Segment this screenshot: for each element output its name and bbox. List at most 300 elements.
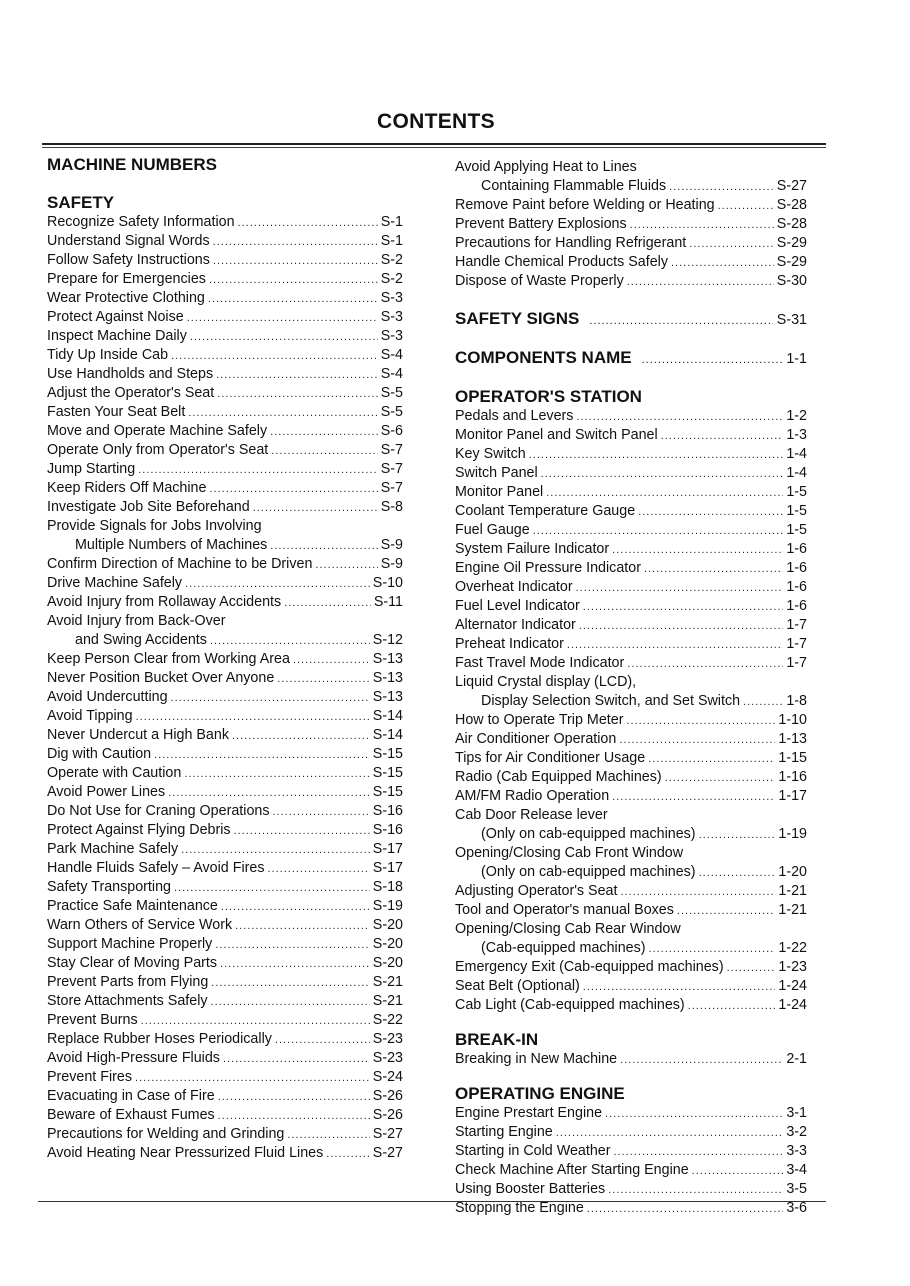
toc-entry-page: S-22 (372, 1012, 403, 1028)
toc-entry (47, 403, 403, 422)
leader-dots (217, 385, 378, 404)
leader-dots (215, 936, 370, 955)
toc-entry (455, 1180, 807, 1199)
toc-entry (47, 1068, 403, 1087)
toc-entry (47, 688, 403, 707)
section-heading-operators-station: OPERATOR'S STATION (455, 387, 642, 406)
toc-entry-title: Precautions for Handling Refrigerant (455, 235, 687, 251)
toc-entry-title: Containing Flammable Fluids (481, 178, 667, 194)
toc-entry-page: S-21 (372, 993, 403, 1009)
toc-entry-title: Protect Against Noise (47, 309, 184, 325)
leader-dots (216, 366, 378, 385)
toc-entry-page: 1-21 (778, 883, 807, 899)
leader-dots (135, 1069, 370, 1088)
leader-dots (210, 632, 370, 651)
leader-dots (638, 503, 783, 522)
toc-entry-title: Cab Light (Cab-equipped machines) (455, 997, 685, 1013)
toc-entry (455, 464, 807, 483)
toc-entry (47, 935, 403, 954)
toc-entry-title: Monitor Panel and Switch Panel (455, 427, 658, 443)
toc-entry-title: Beware of Exhaust Fumes (47, 1107, 215, 1123)
toc-entry (455, 502, 807, 521)
leader-dots (141, 1012, 370, 1031)
toc-entry (47, 213, 403, 232)
section-heading-break-in: BREAK-IN (455, 1030, 539, 1049)
leader-dots (211, 974, 370, 993)
toc-entry (455, 483, 807, 502)
toc-entry-title: Handle Fluids Safely – Avoid Fires (47, 860, 265, 876)
toc-entry-page: S-29 (776, 254, 807, 270)
leader-dots (218, 1088, 370, 1107)
toc-entry-page: S-7 (380, 442, 403, 458)
toc-entry-title: Remove Paint before Welding or Heating (455, 197, 715, 213)
leader-dots (184, 765, 369, 784)
toc-entry-page: 1-15 (778, 750, 807, 766)
leader-dots (209, 271, 378, 290)
leader-dots (213, 252, 378, 271)
toc-entry-page: S-14 (372, 727, 403, 743)
toc-entry-page: S-5 (380, 385, 403, 401)
leader-dots (218, 1107, 370, 1126)
toc-entry-page: S-19 (372, 898, 403, 914)
toc-entry (455, 1123, 807, 1142)
toc-entry-page: S-4 (380, 366, 403, 382)
leader-dots (589, 311, 772, 331)
toc-entry (47, 1125, 403, 1144)
leader-dots (171, 689, 370, 708)
toc-entry-title: Jump Starting (47, 461, 136, 477)
leader-dots (576, 579, 784, 598)
toc-entry (455, 559, 807, 578)
toc-entry (455, 616, 807, 635)
leader-dots (209, 480, 377, 499)
toc-entry-page: S-27 (776, 178, 807, 194)
toc-entry-title: Avoid Power Lines (47, 784, 166, 800)
leader-dots (567, 636, 783, 655)
toc-entry-page: S-27 (372, 1145, 403, 1161)
toc-entry-page: 1-6 (786, 598, 807, 614)
toc-entry (47, 346, 403, 365)
leader-dots (642, 350, 783, 370)
toc-entry-page: S-3 (380, 309, 403, 325)
toc-entry-page: S-17 (372, 841, 403, 857)
leader-dots (326, 1145, 370, 1164)
toc-entry (47, 422, 403, 441)
toc-entry-page: S-3 (380, 328, 403, 344)
toc-entry (455, 177, 807, 196)
toc-entry-page: S-15 (372, 784, 403, 800)
section-heading-safety-signs (455, 309, 807, 331)
toc-entry-title: Dispose of Waste Properly (455, 273, 624, 289)
leader-dots (138, 461, 378, 480)
leader-dots (273, 803, 370, 822)
toc-entry-title: Tool and Operator's manual Boxes (455, 902, 674, 918)
safety-signs-page: S-31 (776, 312, 807, 328)
leader-dots (718, 197, 774, 216)
leader-dots (284, 594, 371, 613)
leader-dots (533, 522, 784, 541)
toc-entry-title: Protect Against Flying Debris (47, 822, 231, 838)
toc-entry-title: Display Selection Switch, and Set Switch (481, 693, 741, 709)
toc-entry-title: and Swing Accidents (75, 632, 207, 648)
toc-entry-page: S-20 (372, 955, 403, 971)
toc-entry-page: S-13 (372, 689, 403, 705)
toc-entry (47, 536, 403, 555)
toc-entry (47, 897, 403, 916)
toc-entry-title: Stay Clear of Moving Parts (47, 955, 218, 971)
components-name-label: COMPONENTS NAME (455, 348, 632, 367)
toc-entry-page: 1-22 (778, 940, 807, 956)
leader-dots (644, 560, 783, 579)
toc-entry-page: S-10 (372, 575, 403, 591)
toc-entry-page: S-9 (380, 537, 403, 553)
leader-dots (627, 273, 774, 292)
leader-dots (612, 541, 783, 560)
toc-entry (47, 1106, 403, 1125)
toc-entry-page: 1-19 (778, 826, 807, 842)
leader-dots (620, 883, 775, 902)
toc-entry-page: S-8 (380, 499, 403, 515)
toc-entry-page: S-28 (776, 216, 807, 232)
leader-dots (583, 978, 776, 997)
toc-entry-title: Alternator Indicator (455, 617, 576, 633)
toc-entry-page: S-26 (372, 1088, 403, 1104)
toc-entry-page: S-14 (372, 708, 403, 724)
toc-entry-page: 1-8 (786, 693, 807, 709)
toc-entry-page: 3-3 (786, 1143, 807, 1159)
leader-dots (541, 465, 784, 484)
toc-entry (47, 859, 403, 878)
toc-entry-page: S-27 (372, 1126, 403, 1142)
toc-entry-title: Prevent Burns (47, 1012, 138, 1028)
toc-entry-page: 1-7 (786, 617, 807, 633)
toc-entry (455, 407, 807, 426)
toc-entry-title: Monitor Panel (455, 484, 544, 500)
toc-entry-page: S-20 (372, 936, 403, 952)
leader-dots (271, 442, 378, 461)
toc-entry-page: S-11 (373, 594, 403, 610)
safety-list (47, 213, 403, 1163)
toc-entry (47, 593, 403, 612)
toc-entry-page: 3-5 (786, 1181, 807, 1197)
toc-entry-page: 1-16 (778, 769, 807, 785)
leader-dots (743, 693, 783, 712)
toc-entry-title: Inspect Machine Daily (47, 328, 187, 344)
toc-entry-page: S-1 (380, 233, 403, 249)
toc-entry (455, 445, 807, 464)
toc-entry (47, 840, 403, 859)
toc-entry (47, 916, 403, 935)
toc-entry-title: Prepare for Emergencies (47, 271, 206, 287)
leader-dots (546, 484, 783, 503)
toc-entry-title: Radio (Cab Equipped Machines) (455, 769, 662, 785)
toc-entry (455, 196, 807, 215)
toc-entry-page: 3-4 (786, 1162, 807, 1178)
toc-entry-title: Multiple Numbers of Machines (75, 537, 268, 553)
toc-entry (47, 574, 403, 593)
leader-dots (187, 309, 378, 328)
toc-entry-page: 1-5 (786, 503, 807, 519)
toc-entry (47, 1049, 403, 1068)
toc-entry-heading-line: Liquid Crystal display (LCD), (455, 674, 637, 690)
toc-entry (47, 1030, 403, 1049)
toc-entry-page: 1-6 (786, 541, 807, 557)
toc-entry-title: Stopping the Engine (455, 1200, 584, 1216)
toc-entry-page: S-7 (380, 480, 403, 496)
toc-entry-title: Never Position Bucket Over Anyone (47, 670, 275, 686)
leader-dots (727, 959, 776, 978)
toc-entry (47, 802, 403, 821)
leader-dots (661, 427, 784, 446)
toc-entry (455, 1050, 807, 1069)
toc-entry-page: S-1 (380, 214, 403, 230)
toc-entry-page: S-23 (372, 1031, 403, 1047)
toc-entry-page: 3-1 (786, 1105, 807, 1121)
toc-entry-title: Safety Transporting (47, 879, 171, 895)
toc-entry (47, 1011, 403, 1030)
toc-entry (47, 479, 403, 498)
leader-dots (619, 731, 775, 750)
toc-entry-page: S-30 (776, 273, 807, 289)
leader-dots (315, 556, 377, 575)
toc-entry-title: Warn Others of Service Work (47, 917, 233, 933)
leader-dots (287, 1126, 369, 1145)
leader-dots (221, 898, 370, 917)
toc-entry-title: Avoid Heating Near Pressurized Fluid Lines (47, 1145, 324, 1161)
toc-entry-page: S-16 (372, 803, 403, 819)
section-heading-safety: SAFETY (47, 193, 115, 212)
leader-dots (576, 408, 783, 427)
toc-entry-heading-line: Provide Signals for Jobs Involving (47, 518, 262, 534)
left-column (47, 148, 403, 1163)
toc-entry-page: S-7 (380, 461, 403, 477)
toc-entry-title: Dig with Caution (47, 746, 152, 762)
toc-entry (455, 521, 807, 540)
toc-entry (47, 232, 403, 251)
toc-entry-title: Prevent Battery Explosions (455, 216, 627, 232)
toc-entry-title: Practice Safe Maintenance (47, 898, 218, 914)
toc-entry-title: Recognize Safety Information (47, 214, 235, 230)
toc-entry-page: S-3 (380, 290, 403, 306)
leader-dots (275, 1031, 370, 1050)
leader-dots (232, 727, 370, 746)
toc-entry-title: Avoid High-Pressure Fluids (47, 1050, 220, 1066)
toc-entry (47, 460, 403, 479)
toc-entry-page: S-9 (380, 556, 403, 572)
toc-entry-title: Avoid Tipping (47, 708, 133, 724)
toc-entry-title: Operate Only from Operator's Seat (47, 442, 269, 458)
toc-entry-page: S-29 (776, 235, 807, 251)
toc-entry (455, 825, 807, 844)
toc-entry-title: Adjust the Operator's Seat (47, 385, 215, 401)
leader-dots (270, 537, 377, 556)
toc-entry (455, 768, 807, 787)
toc-entry (455, 787, 807, 806)
toc-entry-title: Prevent Fires (47, 1069, 133, 1085)
toc-entry-page: 1-6 (786, 560, 807, 576)
toc-entry-page: S-13 (372, 651, 403, 667)
leader-dots (677, 902, 775, 921)
leader-dots (190, 328, 378, 347)
toc-entry-title: Coolant Temperature Gauge (455, 503, 636, 519)
toc-entry-page: S-28 (776, 197, 807, 213)
toc-entry (47, 669, 403, 688)
toc-entry-title: Wear Protective Clothing (47, 290, 205, 306)
leader-dots (174, 879, 370, 898)
leader-dots (253, 499, 378, 518)
toc-entry-title: (Only on cab-equipped machines) (481, 864, 696, 880)
toc-entry-title: Emergency Exit (Cab-equipped machines) (455, 959, 724, 975)
leader-dots (692, 1162, 784, 1181)
toc-entry-title: Prevent Parts from Flying (47, 974, 209, 990)
toc-entry (455, 863, 807, 882)
toc-entry-title: Avoid Injury from Rollaway Accidents (47, 594, 282, 610)
leader-dots (699, 864, 776, 883)
leader-dots (620, 1051, 783, 1070)
toc-entry-title: Key Switch (455, 446, 526, 462)
components-name-page: 1-1 (786, 351, 807, 367)
toc-entry (455, 1104, 807, 1123)
toc-entry-title: System Failure Indicator (455, 541, 610, 557)
toc-entry-title: Drive Machine Safely (47, 575, 183, 591)
toc-entry (455, 749, 807, 768)
toc-entry (47, 384, 403, 403)
toc-entry-page: 2-1 (786, 1051, 807, 1067)
leader-dots (699, 826, 776, 845)
toc-entry-page: 1-4 (786, 446, 807, 462)
leader-dots (168, 784, 370, 803)
toc-entry (455, 540, 807, 559)
leader-dots (630, 216, 774, 235)
toc-entry-title: Operate with Caution (47, 765, 182, 781)
toc-entry-title: Move and Operate Machine Safely (47, 423, 268, 439)
leader-dots (669, 178, 774, 197)
section-heading-components-name (455, 348, 807, 370)
leader-dots (626, 712, 775, 731)
toc-entry-title: Follow Safety Instructions (47, 252, 210, 268)
toc-entry-title: AM/FM Radio Operation (455, 788, 610, 804)
toc-entry (47, 992, 403, 1011)
toc-entry (47, 441, 403, 460)
leader-dots (583, 598, 784, 617)
toc-entry (47, 270, 403, 289)
toc-entry-page: 1-10 (778, 712, 807, 728)
leader-dots (614, 1143, 784, 1162)
toc-entry-title: Engine Oil Pressure Indicator (455, 560, 641, 576)
toc-entry (455, 1142, 807, 1161)
toc-entry-title: Air Conditioner Operation (455, 731, 617, 747)
toc-entry (47, 289, 403, 308)
toc-entry-page: S-20 (372, 917, 403, 933)
leader-dots (627, 655, 783, 674)
toc-entry-page: 1-21 (778, 902, 807, 918)
leader-dots (211, 993, 370, 1012)
leader-dots (665, 769, 776, 788)
toc-entry (47, 1087, 403, 1106)
toc-entry-title: Precautions for Welding and Grinding (47, 1126, 285, 1142)
toc-entry-title: Fuel Gauge (455, 522, 530, 538)
leader-dots (605, 1105, 783, 1124)
toc-entry (47, 878, 403, 897)
toc-entry-page: S-21 (372, 974, 403, 990)
leader-dots (154, 746, 370, 765)
leader-dots (556, 1124, 784, 1143)
toc-entry-page: S-4 (380, 347, 403, 363)
safety-continued-list (455, 158, 807, 291)
toc-entry (47, 251, 403, 270)
toc-entry-title: Engine Prestart Engine (455, 1105, 603, 1121)
toc-entry-title: Evacuating in Case of Fire (47, 1088, 215, 1104)
toc-entry (455, 939, 807, 958)
leader-dots (688, 997, 776, 1016)
toc-entry-title: Adjusting Operator's Seat (455, 883, 618, 899)
section-heading-operating-engine: OPERATING ENGINE (455, 1084, 625, 1103)
toc-entry (47, 1144, 403, 1163)
toc-entry (47, 498, 403, 517)
toc-entry (47, 954, 403, 973)
toc-entry-title: Confirm Direction of Machine to be Driven (47, 556, 313, 572)
toc-entry (455, 635, 807, 654)
safety-signs-label: SAFETY SIGNS (455, 309, 580, 328)
leader-dots (293, 651, 370, 670)
toc-entry (47, 555, 403, 574)
toc-entry-title: Support Machine Properly (47, 936, 213, 952)
toc-entry (455, 578, 807, 597)
toc-entry-title: Use Handholds and Steps (47, 366, 214, 382)
toc-entry-heading-line: Opening/Closing Cab Front Window (455, 845, 684, 861)
toc-entry-heading-line: Cab Door Release lever (455, 807, 608, 823)
toc-entry-page: 1-23 (778, 959, 807, 975)
toc-entry-title: Tidy Up Inside Cab (47, 347, 169, 363)
toc-entry-title: Breaking in New Machine (455, 1051, 618, 1067)
toc-entry (455, 901, 807, 920)
leader-dots (612, 788, 775, 807)
leader-dots (181, 841, 370, 860)
toc-entry (455, 272, 807, 291)
toc-entry-title: Preheat Indicator (455, 636, 564, 652)
toc-entry-page: 1-17 (778, 788, 807, 804)
toc-entry (455, 1161, 807, 1180)
toc-entry (47, 973, 403, 992)
toc-entry (47, 631, 403, 650)
leader-dots (188, 404, 377, 423)
toc-entry-page: 1-24 (778, 978, 807, 994)
toc-entry (47, 764, 403, 783)
leader-dots (649, 940, 776, 959)
leader-dots (136, 708, 370, 727)
toc-entry-page: S-17 (372, 860, 403, 876)
toc-entry-title: Store Attachments Safely (47, 993, 208, 1009)
toc-entry-title: Check Machine After Starting Engine (455, 1162, 689, 1178)
toc-entry-page: 3-6 (786, 1200, 807, 1216)
toc-entry-title: Handle Chemical Products Safely (455, 254, 668, 270)
leader-dots (234, 822, 370, 841)
toc-entry (455, 711, 807, 730)
toc-entry (455, 654, 807, 673)
leader-dots (208, 290, 378, 309)
leader-dots (223, 1050, 370, 1069)
toc-entry-page: S-26 (372, 1107, 403, 1123)
toc-entry-page: S-12 (372, 632, 403, 648)
toc-entry-page: 3-2 (786, 1124, 807, 1140)
toc-entry (455, 958, 807, 977)
toc-entry-heading-line: Opening/Closing Cab Rear Window (455, 921, 681, 937)
toc-entry (455, 234, 807, 253)
toc-entry (47, 707, 403, 726)
toc-entry (455, 253, 807, 272)
toc-entry-page: S-23 (372, 1050, 403, 1066)
toc-entry (47, 745, 403, 764)
